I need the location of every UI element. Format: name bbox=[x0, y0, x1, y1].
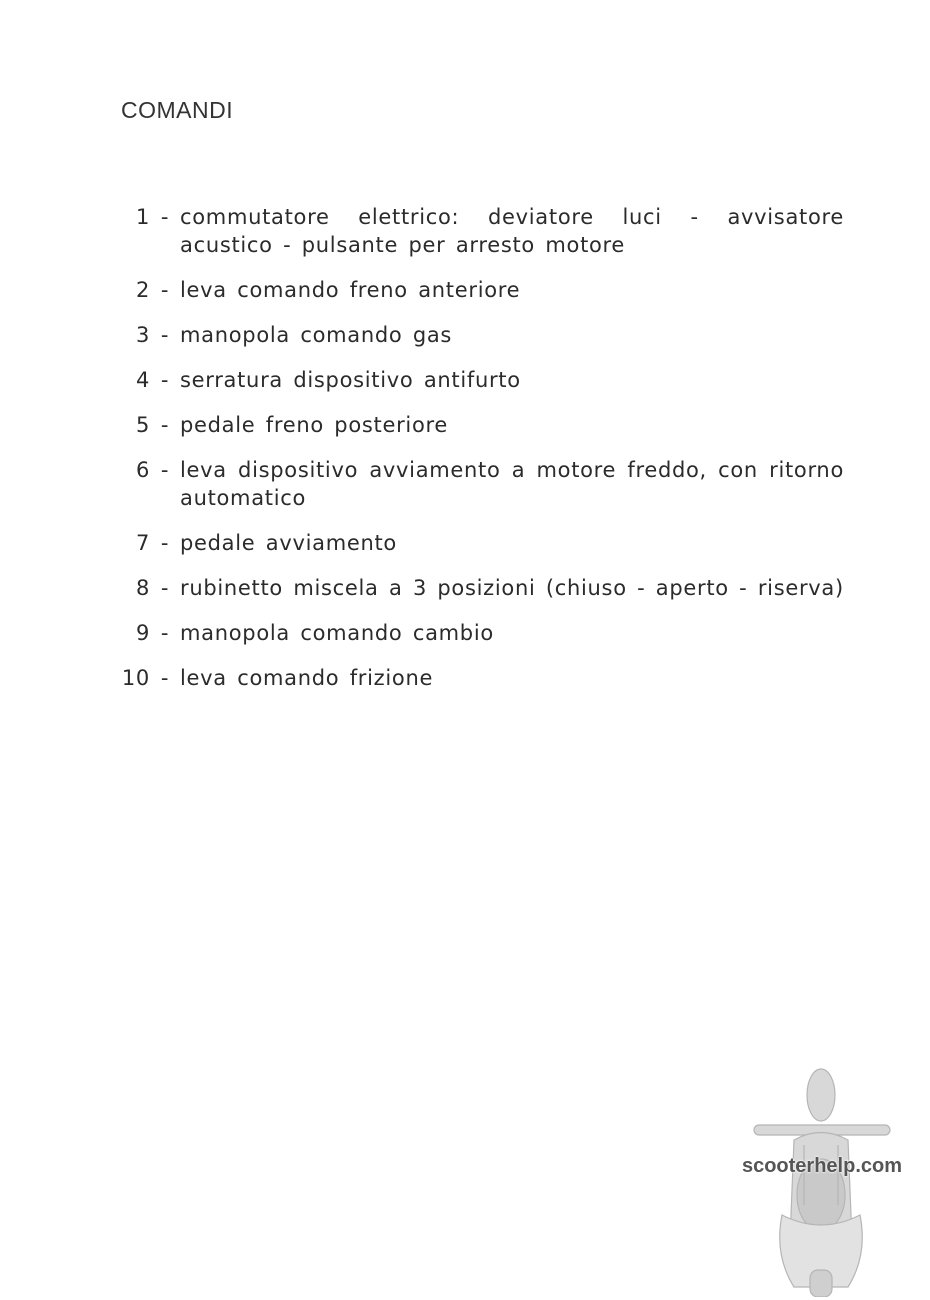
list-item bbox=[118, 619, 844, 647]
item-text: serratura dispositivo antifurto bbox=[180, 368, 521, 392]
item-text: pedale freno posteriore bbox=[180, 413, 448, 437]
item-separator: - bbox=[160, 205, 170, 229]
list-item bbox=[118, 321, 844, 349]
item-number: 10 bbox=[121, 666, 150, 690]
item-number: 9 bbox=[135, 621, 150, 645]
item-separator: - bbox=[160, 576, 170, 600]
item-number: 3 bbox=[135, 323, 150, 347]
list-item bbox=[118, 574, 844, 602]
item-separator: - bbox=[160, 368, 170, 392]
list-item bbox=[118, 529, 844, 557]
list-item bbox=[118, 664, 844, 692]
item-text: pedale avviamento bbox=[180, 531, 397, 555]
item-separator: - bbox=[160, 458, 170, 482]
item-number: 2 bbox=[135, 278, 150, 302]
list-item bbox=[118, 366, 844, 394]
item-text: commutatore elettrico: deviatore luci - avvisatore acustico - pulsante per arresto motore bbox=[180, 205, 844, 257]
item-number: 6 bbox=[135, 458, 150, 482]
item-text: manopola comando cambio bbox=[180, 621, 494, 645]
list-item bbox=[118, 203, 844, 259]
item-separator: - bbox=[160, 666, 170, 690]
item-number: 4 bbox=[135, 368, 150, 392]
controls-list bbox=[118, 203, 844, 709]
watermark-text: scooterhelp.com bbox=[741, 1155, 903, 1177]
page-title: COMANDI bbox=[121, 97, 234, 123]
item-number: 5 bbox=[135, 413, 150, 437]
item-separator: - bbox=[160, 531, 170, 555]
list-item bbox=[118, 276, 844, 304]
item-text: rubinetto miscela a 3 posizioni (chiuso - aperto - riserva) bbox=[180, 576, 844, 600]
item-text: leva comando frizione bbox=[180, 666, 434, 690]
list-item bbox=[118, 411, 844, 439]
item-separator: - bbox=[160, 278, 170, 302]
item-text: manopola comando gas bbox=[180, 323, 453, 347]
item-number: 1 bbox=[135, 205, 150, 229]
item-separator: - bbox=[160, 413, 170, 437]
list-item bbox=[118, 456, 844, 512]
item-text: leva dispositivo avviamento a motore freddo, con ritorno automatico bbox=[180, 458, 844, 510]
scooter-icon bbox=[724, 1065, 920, 1297]
item-number: 7 bbox=[135, 531, 150, 555]
watermark bbox=[724, 1065, 920, 1297]
item-number: 8 bbox=[135, 576, 150, 600]
item-text: leva comando freno anteriore bbox=[180, 278, 521, 302]
item-separator: - bbox=[160, 621, 170, 645]
item-separator: - bbox=[160, 323, 170, 347]
